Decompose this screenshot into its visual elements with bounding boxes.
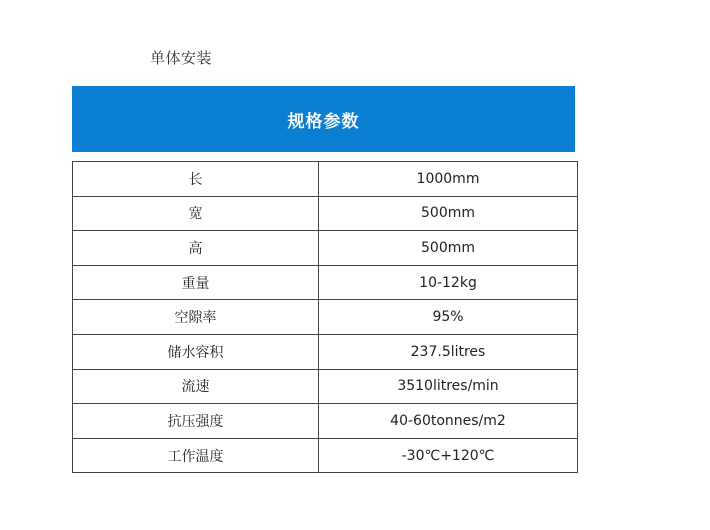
spec-block (72, 86, 575, 473)
table-row (73, 265, 578, 300)
spec-value-cell: 95% (319, 300, 578, 335)
spec-value-cell: 237.5litres (319, 334, 578, 369)
table-row (73, 334, 578, 369)
spec-label-cell: 工作温度 (73, 438, 319, 473)
spec-label-cell: 宽 (73, 196, 319, 231)
spec-header (72, 86, 575, 152)
spec-value-cell: 500mm (319, 231, 578, 266)
spec-header-label: 规格参数 (287, 111, 360, 132)
spec-table (72, 161, 578, 473)
table-row (73, 438, 578, 473)
spec-value-cell: 1000mm (319, 162, 578, 197)
spec-label-cell: 长 (73, 162, 319, 197)
spec-label-cell: 储水容积 (73, 334, 319, 369)
page-title: 单体安装 (150, 49, 213, 67)
spec-header-gap (72, 152, 575, 161)
table-row (73, 369, 578, 404)
spec-value-cell: -30℃+120℃ (319, 438, 578, 473)
spec-value-cell: 3510litres/min (319, 369, 578, 404)
spec-label-cell: 抗压强度 (73, 404, 319, 439)
table-row (73, 162, 578, 197)
table-row (73, 231, 578, 266)
spec-label-cell: 重量 (73, 265, 319, 300)
table-row (73, 300, 578, 335)
spec-value-cell: 40-60tonnes/m2 (319, 404, 578, 439)
table-row (73, 404, 578, 439)
spec-label-cell: 高 (73, 231, 319, 266)
spec-value-cell: 10-12kg (319, 265, 578, 300)
spec-label-cell: 流速 (73, 369, 319, 404)
table-row (73, 196, 578, 231)
spec-label-cell: 空隙率 (73, 300, 319, 335)
spec-value-cell: 500mm (319, 196, 578, 231)
